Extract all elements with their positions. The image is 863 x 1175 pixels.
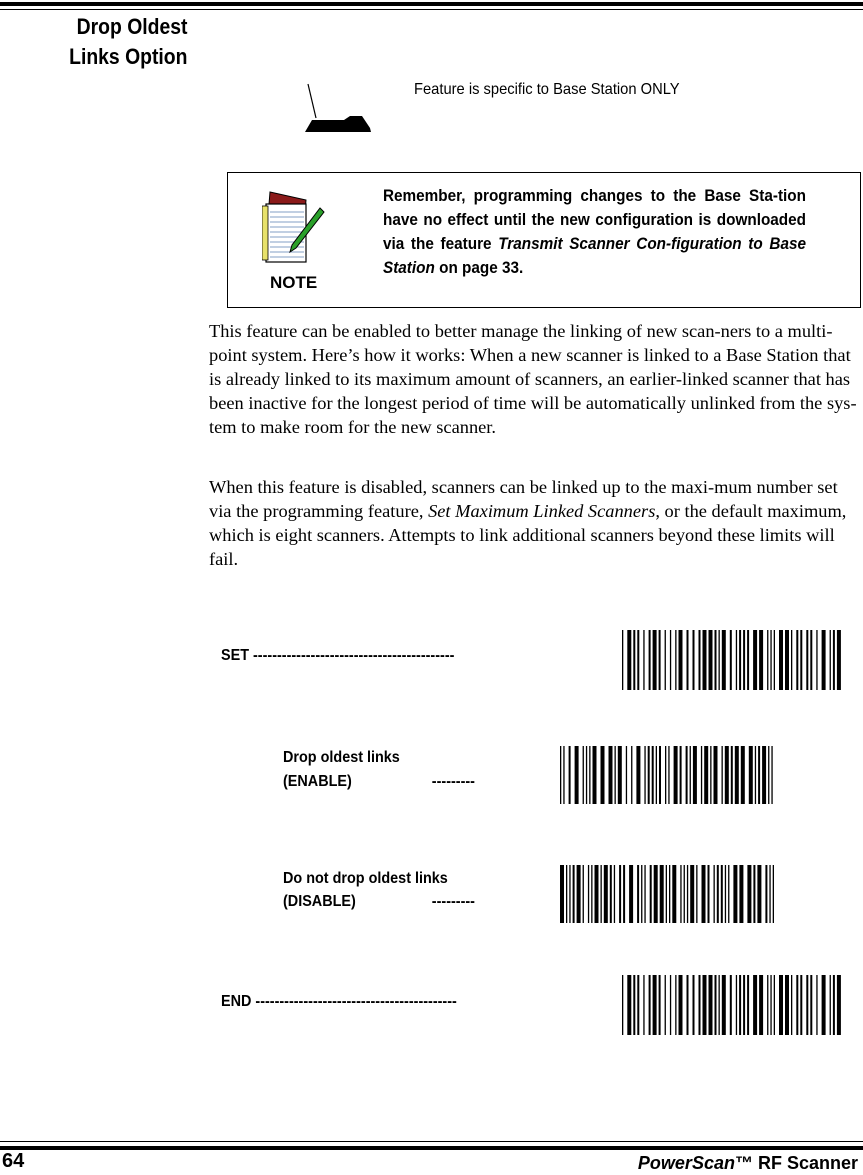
end-label: END ------------------------------------------: [221, 993, 457, 1010]
disable-label-line2: (DISABLE) ---------: [283, 893, 475, 910]
end-barcode[interactable]: [620, 975, 844, 1035]
bottom-rule: [0, 1146, 863, 1150]
feature-link[interactable]: Set Maximum Linked Scanners: [428, 501, 656, 521]
set-barcode[interactable]: [620, 630, 844, 690]
top-rule: [0, 2, 863, 6]
enable-label-line2: (ENABLE) ---------: [283, 773, 475, 790]
enable-label-line1: Drop oldest links: [283, 749, 400, 766]
disable-label-line1: Do not drop oldest links: [283, 870, 448, 887]
note-link[interactable]: Transmit Scanner Con-figuration to Base Station: [383, 234, 806, 277]
disable-barcode[interactable]: [558, 865, 778, 923]
note-label: NOTE: [270, 273, 318, 292]
base-station-icon: [300, 80, 374, 136]
section-heading: Drop Oldest Links Option: [68, 14, 187, 69]
bottom-rule-thin: [0, 1141, 863, 1142]
enable-barcode[interactable]: [558, 746, 778, 804]
notepad-icon: [262, 190, 326, 266]
base-station-note: Feature is specific to Base Station ONLY: [414, 81, 680, 98]
top-rule-thin: [0, 9, 863, 10]
page-number: 64: [2, 1150, 25, 1172]
paragraph-2: When this feature is disabled, scanners can be linked up to the maxi-mum number set via the programming feature, Set Maximum Linked Scanners, or the default maximum, which is eight scanners. Attempts to link additional scanners beyond these limits will fail.: [209, 477, 847, 569]
footer-title: PowerScan™ RF Scanner: [637, 1153, 858, 1173]
paragraph-1: This feature can be enabled to better manage the linking of new scan-ners to a multi-point system. Here’s how it works: When a new scanner is linked to a Base Station that is already linked to its maximum amount of scanners, an earlier-linked scanner that has been inactive for the longest period of time will be automatically unlinked from the sys-tem to make room for the new scanner.: [209, 321, 857, 437]
note-text: Remember, programming changes to the Base Sta-tion have no effect until the new configuration is downloaded via the feature Transmit Scanner Con-figuration to Base Station on page 33.: [383, 186, 806, 277]
set-label: SET ------------------------------------------: [221, 647, 455, 664]
